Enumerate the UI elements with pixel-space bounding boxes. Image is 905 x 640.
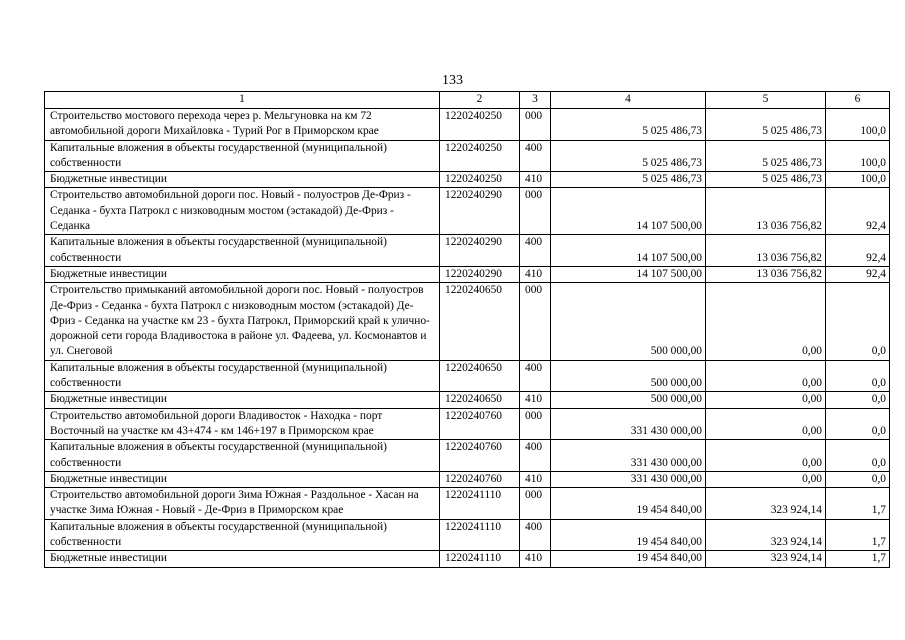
planned-amount-cell: 19 454 840,00 — [551, 488, 706, 520]
target-code-cell: 1220240650 — [440, 283, 520, 360]
item-name-cell: Капитальные вложения в объекты государственной (муниципальной) собственности — [45, 519, 440, 551]
actual-amount-cell: 5 025 486,73 — [706, 172, 826, 188]
table-row — [45, 283, 890, 360]
table-header-row — [45, 92, 890, 109]
execution-percent-cell: 100,0 — [826, 140, 890, 172]
planned-amount-cell: 19 454 840,00 — [551, 519, 706, 551]
item-name-cell: Строительство автомобильной дороги Владивосток - Находка - порт Восточный на участке км 43+474 - км 146+197 в Приморском крае — [45, 408, 440, 440]
table-row — [45, 551, 890, 567]
expense-type-cell: 400 — [520, 235, 551, 267]
actual-amount-cell: 323 924,14 — [706, 551, 826, 567]
expense-type-cell: 410 — [520, 551, 551, 567]
column-header: 3 — [520, 92, 551, 109]
table-row — [45, 471, 890, 487]
actual-amount-cell: 0,00 — [706, 440, 826, 472]
planned-amount-cell: 19 454 840,00 — [551, 551, 706, 567]
item-name-cell: Строительство примыканий автомобильной дороги пос. Новый - полуостров Де-Фриз - Седанка - бухта Патрокл с низководным мостом (эстакадой) Де-Фриз - Седанка на участке км 23 - бухта Патрокл, Приморский край к улично-дорожной сети города Владивостока в районе ул. Фадеева, ул. Космонавтов и ул. Снеговой — [45, 283, 440, 360]
item-name-cell: Капитальные вложения в объекты государственной (муниципальной) собственности — [45, 440, 440, 472]
expense-type-cell: 410 — [520, 471, 551, 487]
column-header: 6 — [826, 92, 890, 109]
execution-percent-cell: 0,0 — [826, 440, 890, 472]
table-row — [45, 172, 890, 188]
target-code-cell: 1220240290 — [440, 266, 520, 282]
actual-amount-cell: 0,00 — [706, 408, 826, 440]
item-name-cell: Капитальные вложения в объекты государственной (муниципальной) собственности — [45, 140, 440, 172]
expense-type-cell: 000 — [520, 188, 551, 235]
page-number: 133 — [442, 73, 463, 88]
item-name-cell: Бюджетные инвестиции — [45, 551, 440, 567]
execution-percent-cell: 0,0 — [826, 360, 890, 392]
table-row — [45, 488, 890, 520]
table-row — [45, 440, 890, 472]
expense-type-cell: 410 — [520, 392, 551, 408]
execution-percent-cell: 1,7 — [826, 519, 890, 551]
planned-amount-cell: 5 025 486,73 — [551, 172, 706, 188]
planned-amount-cell: 14 107 500,00 — [551, 266, 706, 282]
execution-percent-cell: 0,0 — [826, 283, 890, 360]
target-code-cell: 1220241110 — [440, 551, 520, 567]
execution-percent-cell: 1,7 — [826, 551, 890, 567]
table-row — [45, 360, 890, 392]
actual-amount-cell: 323 924,14 — [706, 519, 826, 551]
target-code-cell: 1220241110 — [440, 519, 520, 551]
expense-type-cell: 000 — [520, 488, 551, 520]
execution-percent-cell: 100,0 — [826, 109, 890, 141]
item-name-cell: Строительство мостового перехода через р. Мельгуновка на км 72 автомобильной дороги Михайловка - Турий Рог в Приморском крае — [45, 109, 440, 141]
planned-amount-cell: 500 000,00 — [551, 360, 706, 392]
execution-percent-cell: 100,0 — [826, 172, 890, 188]
execution-percent-cell: 0,0 — [826, 471, 890, 487]
item-name-cell: Капитальные вложения в объекты государственной (муниципальной) собственности — [45, 235, 440, 267]
actual-amount-cell: 323 924,14 — [706, 488, 826, 520]
target-code-cell: 1220240760 — [440, 440, 520, 472]
execution-percent-cell: 0,0 — [826, 392, 890, 408]
column-header: 1 — [45, 92, 440, 109]
target-code-cell: 1220240250 — [440, 109, 520, 141]
planned-amount-cell: 500 000,00 — [551, 392, 706, 408]
target-code-cell: 1220240250 — [440, 172, 520, 188]
table-row — [45, 408, 890, 440]
planned-amount-cell: 14 107 500,00 — [551, 235, 706, 267]
target-code-cell: 1220240650 — [440, 360, 520, 392]
actual-amount-cell: 0,00 — [706, 392, 826, 408]
actual-amount-cell: 0,00 — [706, 471, 826, 487]
item-name-cell: Бюджетные инвестиции — [45, 471, 440, 487]
planned-amount-cell: 14 107 500,00 — [551, 188, 706, 235]
item-name-cell: Бюджетные инвестиции — [45, 172, 440, 188]
expense-type-cell: 400 — [520, 140, 551, 172]
planned-amount-cell: 331 430 000,00 — [551, 471, 706, 487]
expense-type-cell: 410 — [520, 172, 551, 188]
planned-amount-cell: 500 000,00 — [551, 283, 706, 360]
target-code-cell: 1220240250 — [440, 140, 520, 172]
target-code-cell: 1220241110 — [440, 488, 520, 520]
budget-table — [44, 91, 890, 568]
planned-amount-cell: 5 025 486,73 — [551, 140, 706, 172]
column-header: 2 — [440, 92, 520, 109]
execution-percent-cell: 92,4 — [826, 188, 890, 235]
execution-percent-cell: 0,0 — [826, 408, 890, 440]
expense-type-cell: 400 — [520, 440, 551, 472]
target-code-cell: 1220240760 — [440, 471, 520, 487]
expense-type-cell: 400 — [520, 360, 551, 392]
column-header: 5 — [706, 92, 826, 109]
actual-amount-cell: 0,00 — [706, 283, 826, 360]
item-name-cell: Капитальные вложения в объекты государственной (муниципальной) собственности — [45, 360, 440, 392]
column-header: 4 — [551, 92, 706, 109]
target-code-cell: 1220240290 — [440, 188, 520, 235]
expense-type-cell: 000 — [520, 408, 551, 440]
actual-amount-cell: 5 025 486,73 — [706, 140, 826, 172]
planned-amount-cell: 331 430 000,00 — [551, 440, 706, 472]
planned-amount-cell: 5 025 486,73 — [551, 109, 706, 141]
expense-type-cell: 000 — [520, 109, 551, 141]
execution-percent-cell: 1,7 — [826, 488, 890, 520]
item-name-cell: Бюджетные инвестиции — [45, 392, 440, 408]
planned-amount-cell: 331 430 000,00 — [551, 408, 706, 440]
target-code-cell: 1220240650 — [440, 392, 520, 408]
target-code-cell: 1220240760 — [440, 408, 520, 440]
actual-amount-cell: 13 036 756,82 — [706, 188, 826, 235]
expense-type-cell: 400 — [520, 519, 551, 551]
item-name-cell: Строительство автомобильной дороги Зима Южная - Раздольное - Хасан на участке Зима Южная - Новый - Де-Фриз в Приморском крае — [45, 488, 440, 520]
item-name-cell: Бюджетные инвестиции — [45, 266, 440, 282]
actual-amount-cell: 13 036 756,82 — [706, 235, 826, 267]
table-row — [45, 519, 890, 551]
table-row — [45, 188, 890, 235]
target-code-cell: 1220240290 — [440, 235, 520, 267]
expense-type-cell: 000 — [520, 283, 551, 360]
item-name-cell: Строительство автомобильной дороги пос. Новый - полуостров Де-Фриз - Седанка - бухта Патрокл с низководным мостом (эстакадой) Де-Фриз - Седанка — [45, 188, 440, 235]
execution-percent-cell: 92,4 — [826, 266, 890, 282]
execution-percent-cell: 92,4 — [826, 235, 890, 267]
table-row — [45, 266, 890, 282]
actual-amount-cell: 0,00 — [706, 360, 826, 392]
expense-type-cell: 410 — [520, 266, 551, 282]
table-row — [45, 140, 890, 172]
table-row — [45, 109, 890, 141]
actual-amount-cell: 13 036 756,82 — [706, 266, 826, 282]
actual-amount-cell: 5 025 486,73 — [706, 109, 826, 141]
table-row — [45, 392, 890, 408]
table-row — [45, 235, 890, 267]
